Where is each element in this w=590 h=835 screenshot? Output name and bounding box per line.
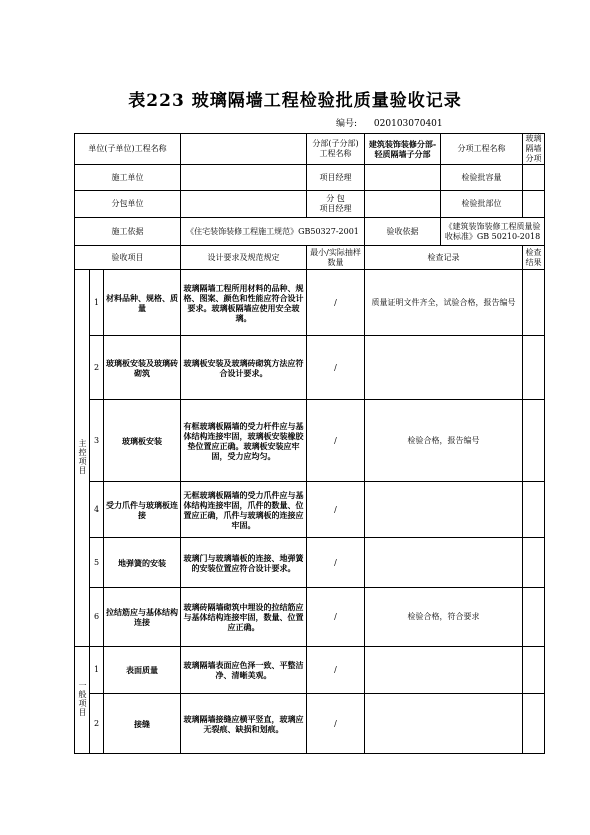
row-result[interactable] — [523, 538, 545, 588]
table-row — [75, 694, 545, 754]
header-row-subcontractor — [75, 191, 545, 218]
row-item-name: 玻璃板安装及玻璃砖砌筑 — [104, 336, 181, 400]
row-result[interactable] — [523, 270, 545, 336]
row-number: 6 — [90, 588, 104, 647]
col-inspection-item: 验收项目 — [75, 246, 181, 270]
contractor-value[interactable] — [181, 165, 307, 191]
table-row — [75, 588, 545, 647]
row-number: 1 — [90, 647, 104, 694]
row-result[interactable] — [523, 647, 545, 694]
row-record[interactable] — [365, 482, 523, 538]
row-record[interactable]: 质量证明文件齐全，试验合格，报告编号 — [365, 270, 523, 336]
table-row — [75, 270, 545, 336]
col-sample-quantity: 最小/实际抽样数量 — [307, 246, 365, 270]
row-number: 4 — [90, 482, 104, 538]
row-item-name: 受力爪件与玻璃板连接 — [104, 482, 181, 538]
col-inspection-record: 检查记录 — [365, 246, 523, 270]
row-design-requirement: 玻璃隔墙表面应色泽一致、平整洁净、清晰美观。 — [181, 647, 307, 694]
row-sample: / — [307, 482, 365, 538]
row-item-name: 表面质量 — [104, 647, 181, 694]
column-header-row — [75, 246, 545, 270]
table-row — [75, 336, 545, 400]
row-number: 5 — [90, 538, 104, 588]
row-number: 1 — [90, 270, 104, 336]
row-result[interactable] — [523, 336, 545, 400]
unit-name-value[interactable] — [181, 134, 307, 165]
acceptance-basis-label: 验收依据 — [365, 218, 441, 246]
row-sample: / — [307, 538, 365, 588]
sub-division-value: 建筑装饰装修分部-轻质隔墙子分部 — [365, 134, 441, 165]
row-design-requirement: 无框玻璃板隔墙的受力爪件应与基体结构连接牢固，爪件的数量、位置应正确，爪件与玻璃板的连接应牢固。 — [181, 482, 307, 538]
page-title: 表223 玻璃隔墙工程检验批质量验收记录 — [128, 91, 462, 111]
header-row-project — [75, 134, 545, 165]
code-value: 020103070401 — [373, 119, 443, 129]
subcontractor-label: 分包单位 — [75, 191, 181, 218]
row-item-name: 材料品种、规格、质量 — [104, 270, 181, 336]
row-item-name: 玻璃板安装 — [104, 400, 181, 482]
row-result[interactable] — [523, 588, 545, 647]
row-design-requirement: 有框玻璃板隔墙的受力杆件应与基体结构连接牢固，玻璃板安装橡胶垫位置应正确。玻璃板安装应牢固，受力应均匀。 — [181, 400, 307, 482]
project-manager-value[interactable] — [365, 165, 441, 191]
row-record[interactable] — [365, 694, 523, 754]
row-design-requirement: 玻璃门与玻璃墙板的连接、地弹簧的安装位置应符合设计要求。 — [181, 538, 307, 588]
table-row — [75, 482, 545, 538]
row-result[interactable] — [523, 694, 545, 754]
acceptance-basis-value: 《建筑装饰装修工程质量验收标准》GB 50210-2018 — [441, 218, 545, 246]
row-record[interactable] — [365, 538, 523, 588]
batch-capacity-value[interactable] — [523, 165, 545, 191]
row-result[interactable] — [523, 482, 545, 538]
row-sample: / — [307, 270, 365, 336]
table-row — [75, 538, 545, 588]
row-number: 2 — [90, 336, 104, 400]
batch-capacity-label: 检验批容量 — [441, 165, 523, 191]
code-label: 编号: — [336, 119, 358, 129]
sub-pm-label: 分 包 项目经理 — [307, 191, 365, 218]
subcontractor-value[interactable] — [181, 191, 307, 218]
record-code — [336, 116, 443, 129]
sub-pm-value[interactable] — [365, 191, 441, 218]
row-record[interactable]: 检验合格，符合要求 — [365, 588, 523, 647]
row-result[interactable] — [523, 400, 545, 482]
col-inspection-result: 检查结果 — [523, 246, 545, 270]
row-design-requirement: 玻璃隔墙接缝应横平竖直，玻璃应无裂痕、缺损和划痕。 — [181, 694, 307, 754]
row-number: 3 — [90, 400, 104, 482]
contractor-label: 施工单位 — [75, 165, 181, 191]
row-record[interactable]: 检验合格，报告编号 — [365, 400, 523, 482]
row-sample: / — [307, 694, 365, 754]
construction-basis-value: 《住宅装饰装修工程施工规范》GB50327-2001 — [181, 218, 365, 246]
row-record[interactable] — [365, 336, 523, 400]
group-main: 主控项目 — [75, 270, 90, 647]
row-item-name: 地弹簧的安装 — [104, 538, 181, 588]
inspection-record-table — [74, 133, 545, 754]
row-design-requirement: 玻璃板安装及玻璃砖砌筑方法应符合设计要求。 — [181, 336, 307, 400]
batch-location-value[interactable] — [523, 191, 545, 218]
row-design-requirement: 玻璃隔墙工程所用材料的品种、规格、图案、颜色和性能应符合设计要求。玻璃板隔墙应使用安全玻璃。 — [181, 270, 307, 336]
construction-basis-label: 施工依据 — [75, 218, 181, 246]
group-general: 一般项目 — [75, 647, 90, 754]
row-item-name: 拉结筋应与基体结构连接 — [104, 588, 181, 647]
table-row — [75, 647, 545, 694]
row-record[interactable] — [365, 647, 523, 694]
header-row-basis — [75, 218, 545, 246]
table-row — [75, 400, 545, 482]
batch-location-label: 检验批部位 — [441, 191, 523, 218]
row-number: 2 — [90, 694, 104, 754]
sub-item-label: 分项工程名称 — [441, 134, 523, 165]
col-design-requirement: 设计要求及规范规定 — [181, 246, 307, 270]
project-manager-label: 项目经理 — [307, 165, 365, 191]
row-sample: / — [307, 400, 365, 482]
sub-division-label: 分部(子分部)工程名称 — [307, 134, 365, 165]
unit-name-label: 单位(子单位)工程名称 — [75, 134, 181, 165]
row-design-requirement: 玻璃砖隔墙砌筑中埋设的拉结筋应与基体结构连接牢固，数量、位置应正确。 — [181, 588, 307, 647]
header-row-contractor — [75, 165, 545, 191]
row-item-name: 接缝 — [104, 694, 181, 754]
row-sample: / — [307, 647, 365, 694]
row-sample: / — [307, 336, 365, 400]
row-sample: / — [307, 588, 365, 647]
sub-item-value: 玻璃隔墙分项 — [523, 134, 545, 165]
